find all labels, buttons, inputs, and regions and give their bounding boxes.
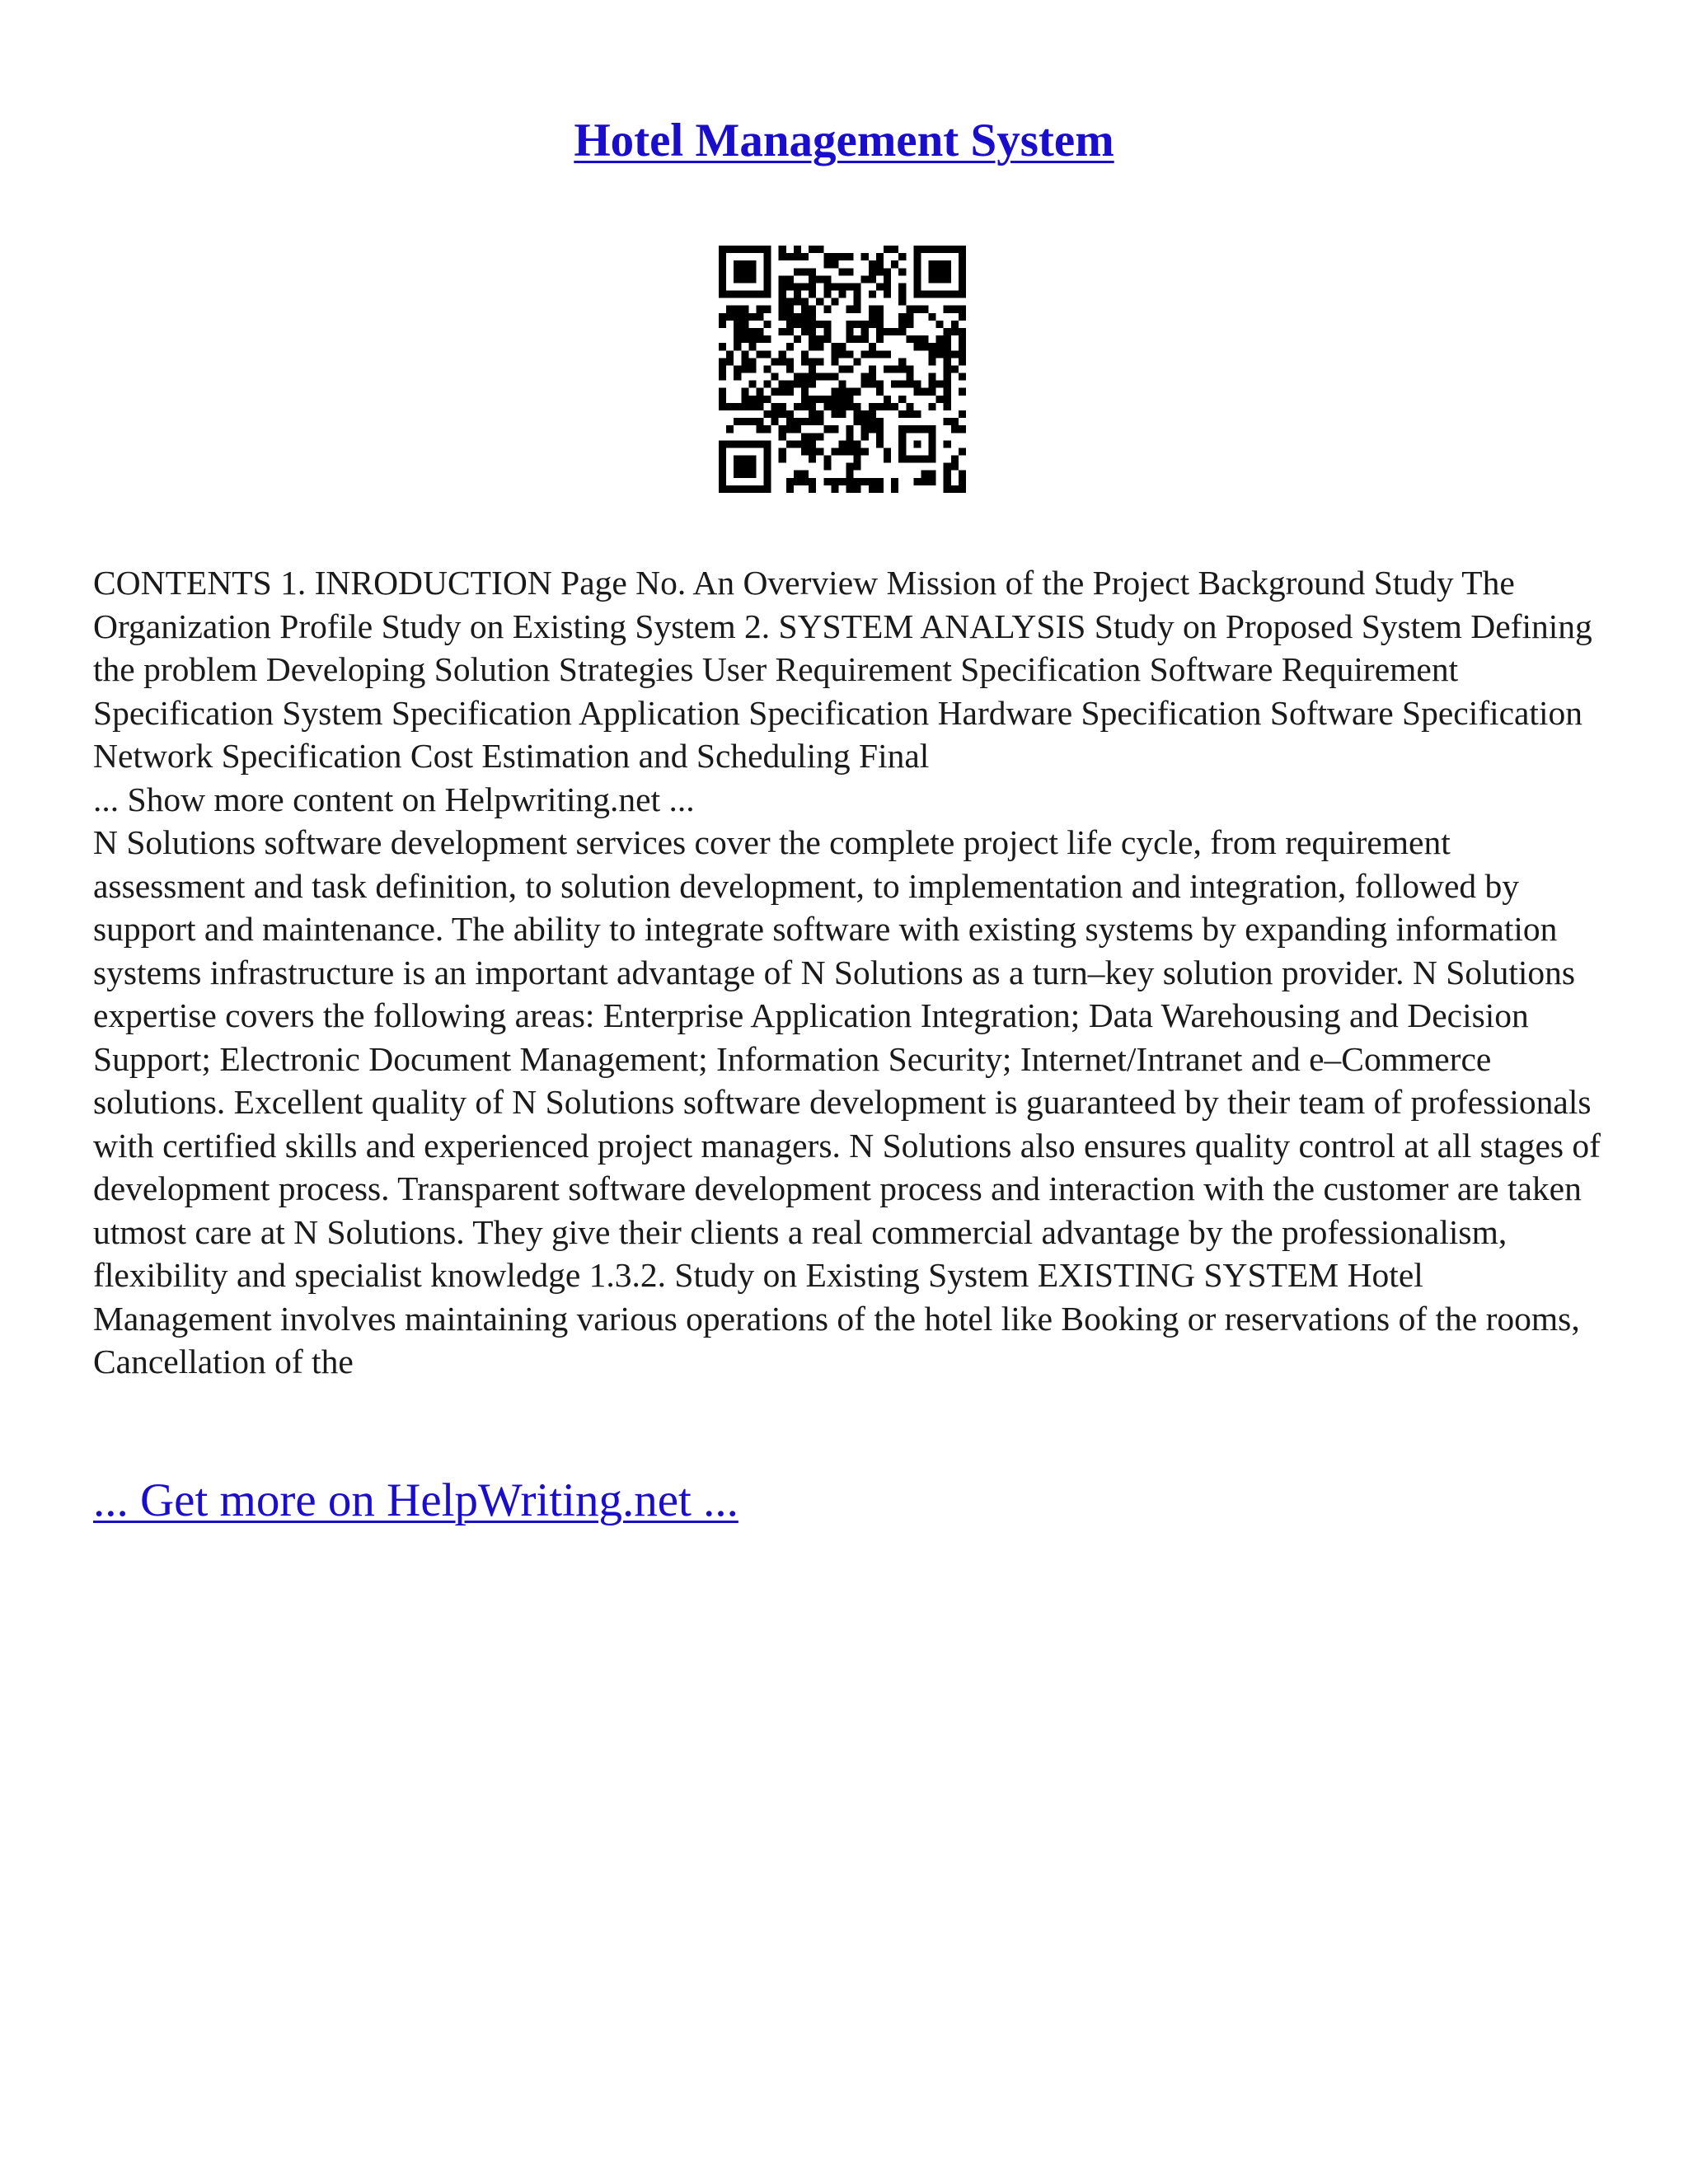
document-title-link[interactable]: Hotel Management System: [574, 115, 1114, 166]
qr-code-icon: [719, 246, 966, 493]
body-paragraph: N Solutions software development services cover the complete project life cycle, from requirement assessment and task definition, to solution development, to implementation and integration, followed by support and maintenance. The ability to integrate software with existing systems by expanding information systems infrastructure is an important advantage of N Solutions as a turn–key solution provider. N Solutions expertise covers the following areas: Enterprise Application Integration; Data Warehousing and Decision Support; Electronic Document Management; Information Security; Internet/Intranet and e–Commerce solutions. Excellent quality of N Solutions software development is guaranteed by their team of professionals with certified skills and experienced project managers. N Solutions also ensures quality control at all stages of development process. Transparent software development process and interaction with the customer are taken utmost care at N Solutions. They give their clients a real commercial advantage by the professionalism, flexibility and specialist knowledge 1.3.2. Study on Existing System EXISTING SYSTEM Hotel Management involves maintaining various operations of the hotel like Booking or reservations of the rooms, Cancellation of the: [93, 823, 1601, 1380]
get-more-link[interactable]: ... Get more on HelpWriting.net ...: [93, 1474, 738, 1526]
show-more-note: ... Show more content on Helpwriting.net ...: [93, 780, 695, 818]
document-body: [93, 561, 1601, 1384]
title-container: [0, 114, 1688, 167]
contents-paragraph: CONTENTS 1. INRODUCTION Page No. An Overview Mission of the Project Background Study The Organization Profile Study on Existing System 2. SYSTEM ANALYSIS Study on Proposed System Defining the problem Developing Solution Strategies User Requirement Specification Software Requirement Specification System Specification Application Specification Hardware Specification Software Specification Network Specification Cost Estimation and Scheduling Final: [93, 564, 1592, 775]
